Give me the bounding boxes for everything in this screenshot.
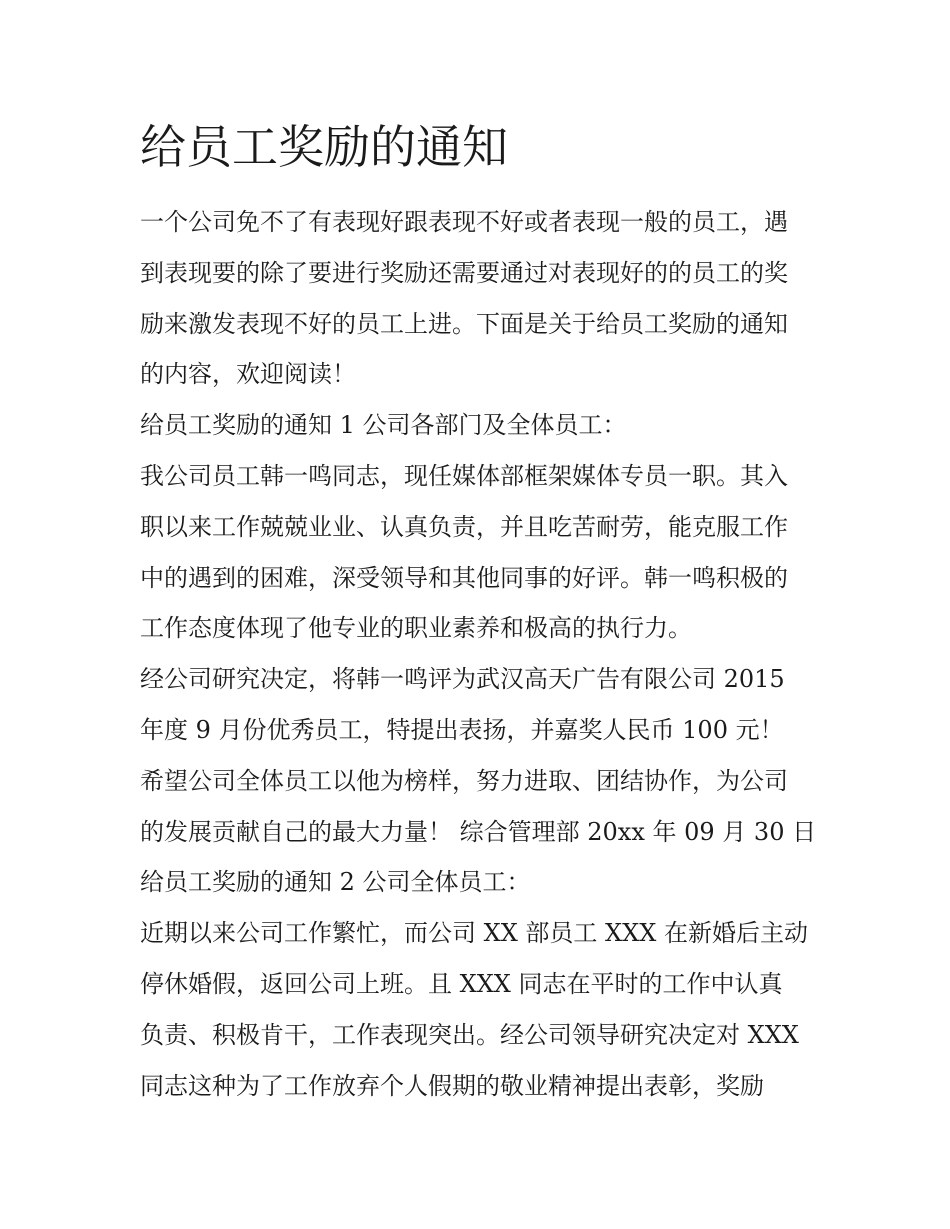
section-heading-2: 给员工奖励的通知 2 公司全体员工： (140, 868, 531, 897)
text-line: 年度 9 月份优秀员工，特提出表扬，并嘉奖人民币 100 元！ (140, 715, 784, 744)
text-line: 的内容，欢迎阅读！ (140, 360, 356, 389)
text-line: 职以来工作兢兢业业、认真负责，并且吃苦耐劳，能克服工作 (140, 512, 788, 541)
text-line: 近期以来公司工作繁忙，而公司 XX 部员工 XXX 在新婚后主动 (140, 919, 808, 948)
text-line: 经公司研究决定，将韩一鸣评为武汉高天广告有限公司 2015 (140, 665, 785, 694)
text-line: 希望公司全体员工以他为榜样，努力进取、团结协作，为公司 (140, 766, 788, 795)
signature-line: 的发展贡献自己的最大力量！ 综合管理部 20xx 年 09 月 30 日 (140, 817, 817, 846)
text-line: 一个公司免不了有表现好跟表现不好或者表现一般的员工，遇 (140, 208, 788, 236)
text-line: 我公司员工韩一鸣同志，现任媒体部框架媒体专员一职。其入 (140, 461, 788, 490)
document-title: 给员工奖励的通知 (140, 120, 508, 174)
text-line: 到表现要的除了要进行奖励还需要通过对表现好的的员工的奖 (140, 258, 788, 287)
text-line: 中的遇到的困难，深受领导和其他同事的好评。韩一鸣积极的 (140, 563, 788, 592)
text-line: 励来激发表现不好的员工上进。下面是关于给员工奖励的通知 (140, 309, 788, 338)
section-heading-1: 给员工奖励的通知 1 公司各部门及全体员工： (140, 411, 627, 440)
document-body (140, 197, 820, 1111)
text-line: 停休婚假，返回公司上班。且 XXX 同志在平时的工作中认真 (140, 969, 783, 998)
text-line: 负责、积极肯干，工作表现突出。经公司领导研究决定对 XXX (140, 1020, 799, 1049)
text-line: 同志这种为了工作放弃个人假期的敬业精神提出表彰，奖励 (140, 1071, 764, 1100)
text-line: 工作态度体现了他专业的职业素养和极高的执行力。 (140, 614, 692, 643)
